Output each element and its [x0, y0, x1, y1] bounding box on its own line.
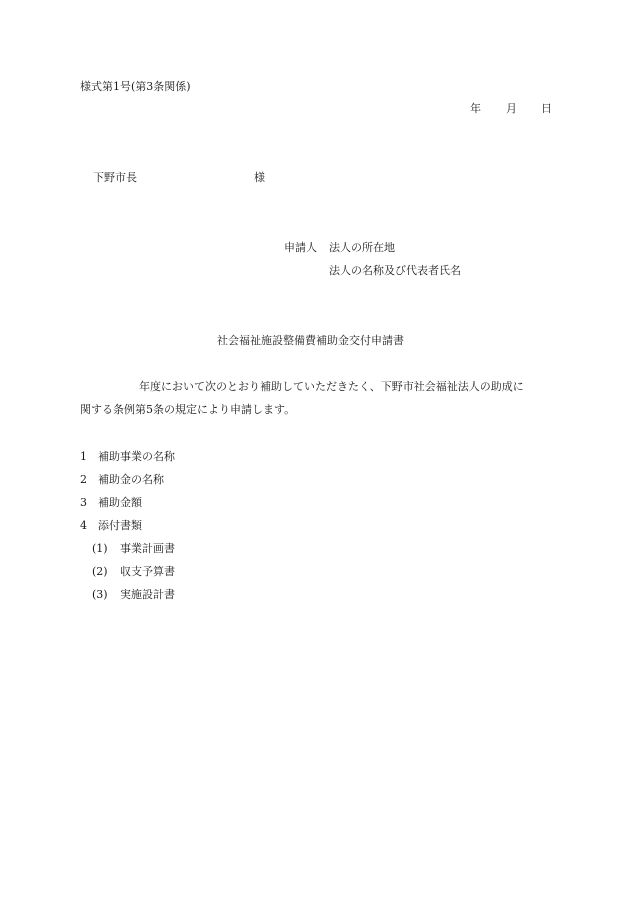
document-title: 社会福祉施設整備費補助金交付申請書: [217, 334, 404, 347]
item-number: 3: [80, 496, 87, 509]
applicant-name-label: 法人の名称及び代表者氏名: [329, 264, 461, 277]
attachment-number: (3): [92, 588, 108, 601]
addressee-name: 下野市長: [93, 171, 137, 184]
item-label: 補助事業の名称: [98, 450, 175, 463]
date-day-label: 日: [541, 102, 552, 115]
item-label: 補助金額: [98, 496, 142, 509]
applicant-label: 申請人: [284, 241, 317, 254]
addressee-honorific: 様: [254, 171, 265, 184]
attachment-number: (2): [92, 565, 108, 578]
attachment-label: 実施設計書: [120, 588, 175, 601]
attachment-label: 収支予算書: [120, 565, 175, 578]
form-number: 様式第1号(第3条関係): [80, 80, 191, 93]
attachment-number: (1): [92, 542, 108, 555]
applicant-address-label: 法人の所在地: [329, 241, 395, 254]
item-label: 補助金の名称: [98, 473, 164, 486]
attachment-label: 事業計画書: [120, 542, 175, 555]
item-number: 1: [80, 450, 87, 463]
date-month-label: 月: [506, 102, 517, 115]
item-number: 4: [80, 519, 87, 532]
date-year-label: 年: [470, 102, 481, 115]
item-number: 2: [80, 473, 87, 486]
body-line-2: 関する条例第5条の規定により申請します。: [80, 403, 296, 416]
body-line-1: 年度において次のとおり補助していただきたく、下野市社会福祉法人の助成に: [139, 380, 524, 393]
item-label: 添付書類: [98, 519, 142, 532]
